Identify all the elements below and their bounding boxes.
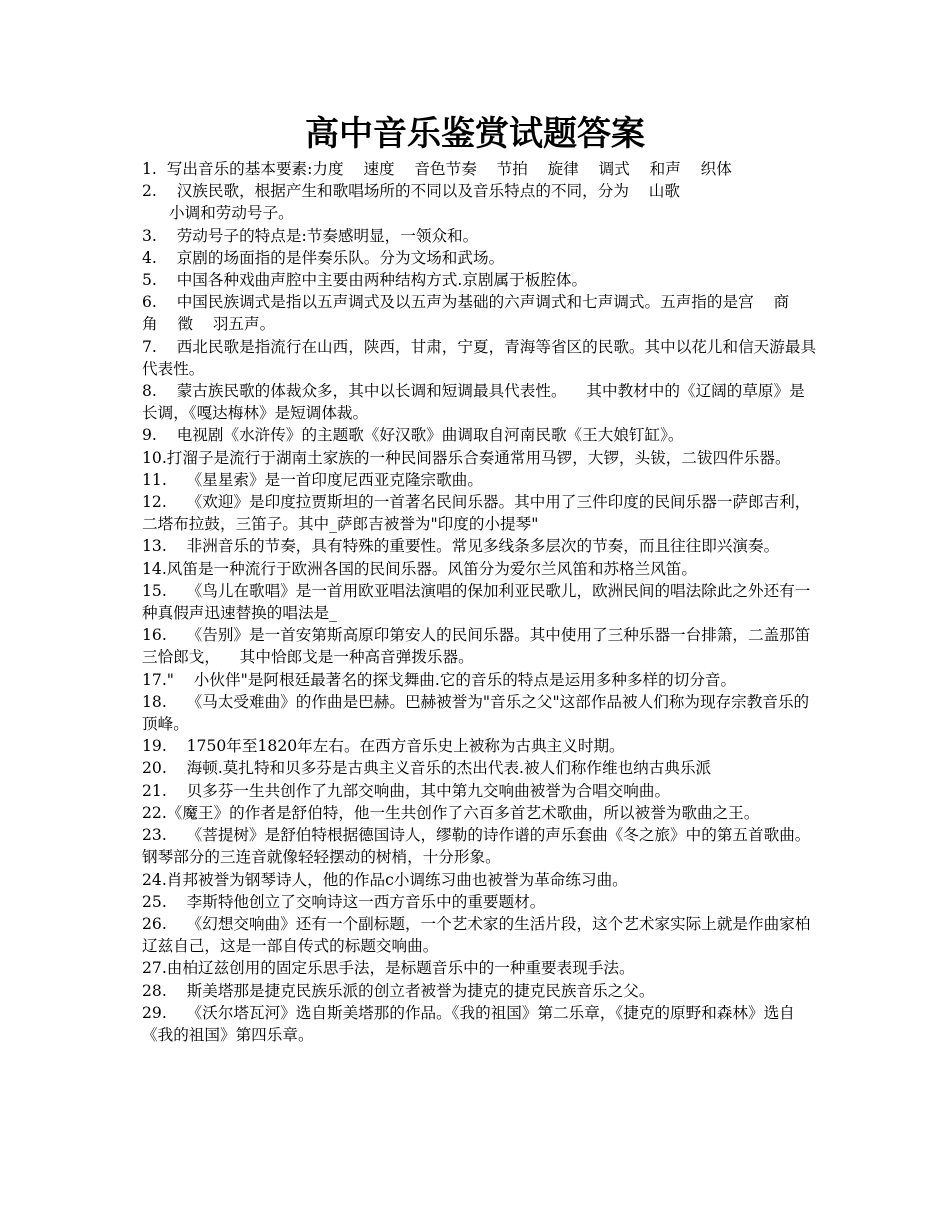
answer-paragraph-9: 9. 电视剧《水浒传》的主题歌《好汉歌》曲调取自河南民歌《王大娘钉缸》。: [142, 426, 684, 445]
answer-paragraph-27: 27.由柏辽兹创用的固定乐思手法，是标题音乐中的一种重要表现手法。: [142, 959, 635, 978]
answer-paragraph-11: 11. 《星星索》是一首印度尼西亚克隆宗歌曲。: [142, 470, 483, 489]
answer-paragraph-2: 2. 汉族民歌，根据产生和歌唱场所的不同以及音乐特点的不同，分为 山歌: [142, 182, 680, 201]
answer-paragraph-26: 26. 《幻想交响曲》还有一个副标题，一个艺术家的生活片段，这个艺术家实际上就是作曲家柏辽兹自己，这是一部自传式的标题交响曲。: [142, 914, 811, 956]
answer-paragraph-4: 4. 京剧的场面指的是伴奏乐队。分为文场和武场。: [142, 248, 505, 267]
answer-paragraph-18: 18. 《马太受难曲》的作曲是巴赫。巴赫被誉为"音乐之父"这部作品被人们称为现存宗教音乐的顶峰。: [142, 692, 810, 734]
answer-paragraph-17: 17." 小伙伴"是阿根廷最著名的探戈舞曲.它的音乐的特点是运用多种多样的切分音。: [142, 670, 737, 689]
answer-paragraph-24: 24.肖邦被誉为钢琴诗人，他的作品c小调练习曲也被誉为革命练习曲。: [142, 870, 628, 889]
document-body: [142, 158, 831, 1046]
answer-paragraph-29: 29. 《沃尔塔瓦河》选自斯美塔那的作品。《我的祖国》第二乐章，《捷克的原野和森林》选自《我的祖国》第四乐章。: [142, 1003, 795, 1044]
answer-paragraph-13: 13. 非洲音乐的节奏，具有特殊的重要性。常见多线条多层次的节奏，而且往往即兴演奏。: [142, 537, 780, 556]
answer-paragraph-21: 21. 贝多芬一生共创作了九部交响曲，其中第九交响曲被誉为合唱交响曲。: [142, 781, 671, 800]
answer-paragraph-5: 5. 中国各种戏曲声腔中主要由两种结构方式.京剧属于板腔体。: [142, 271, 588, 290]
answer-paragraph-25: 25. 李斯特他创立了交响诗这一西方音乐中的重要题材。: [142, 892, 546, 911]
answer-paragraph-2-continued: 小调和劳动号子。: [169, 204, 294, 223]
answer-paragraph-20: 20. 海顿.莫扎特和贝多芬是古典主义音乐的杰出代表.被人们称作维也纳古典乐派: [142, 759, 712, 778]
document-title: 高中音乐鉴赏试题答案: [305, 114, 645, 154]
answer-paragraph-14: 14.风笛是一种流行于欧洲各国的民间乐器。风笛分为爱尔兰风笛和苏格兰风笛。: [142, 559, 697, 578]
answer-paragraph-8: 8. 蒙古族民歌的体裁众多，其中以长调和短调最具代表性。 其中教材中的《辽阔的草原》是长调，《嘎达梅林》是短调体裁。: [142, 382, 805, 423]
answer-paragraph-3: 3. 劳动号子的特点是:节奏感明显，一领众和。: [142, 226, 479, 245]
answer-paragraph-10: 10.打溜子是流行于湖南土家族的一种民间器乐合奏通常用马锣，大锣，头钹，二钹四件乐器。: [142, 448, 791, 467]
answer-paragraph-23: 23. 《菩提树》是舒伯特根据德国诗人，缪勒的诗作谱的声乐套曲《冬之旅》中的第五首歌曲。 钢琴部分的三连音就像轻轻摆动的树梢，十分形象。: [142, 826, 831, 867]
answer-paragraph-19: 19. 1750年至1820年左右。在西方音乐史上被称为古典主义时期。: [142, 737, 625, 756]
answer-paragraph-12: 12. 《欢迎》是印度拉贾斯坦的一首著名民间乐器。其中用了三件印度的民间乐器一萨郎吉利，二塔布拉鼓，三笛子。其中_萨郎吉被誉为"印度的小提琴": [142, 493, 811, 534]
answer-paragraph-22: 22.《魔王》的作者是舒伯特，他一生共创作了六百多首艺术歌曲，所以被誉为歌曲之王。: [142, 803, 760, 822]
answer-paragraph-7: 7. 西北民歌是指流行在山西，陕西，甘肃，宁夏，青海等省区的民歌。其中以花儿和信天游最具代表性。: [142, 337, 817, 378]
answer-paragraph-28: 28. 斯美塔那是捷克民族乐派的创立者被誉为捷克的捷克民族音乐之父。: [142, 981, 655, 1000]
answer-paragraph-1: 1. 写出音乐的基本要素:力度 速度 音色节奏 节拍 旋律 调式 和声 织体: [142, 160, 732, 178]
answer-paragraph-16: 16. 《告别》是一首安第斯高原印第安人的民间乐器。其中使用了三种乐器一台排箫，二盖那笛三恰郎戈， 其中恰郎戈是一种高音弹拨乐器。: [142, 626, 811, 667]
answer-paragraph-6: 6. 中国民族调式是指以五声调式及以五声为基础的六声调式和七声调式。五声指的是宫 商 角 徵 羽五声。: [142, 293, 809, 334]
answer-paragraph-15: 15. 《鸟儿在歌唱》是一首用欧亚唱法演唱的保加利亚民歌儿，欧洲民间的唱法除此之外还有一种真假声迅速替换的唱法是_: [142, 581, 811, 623]
